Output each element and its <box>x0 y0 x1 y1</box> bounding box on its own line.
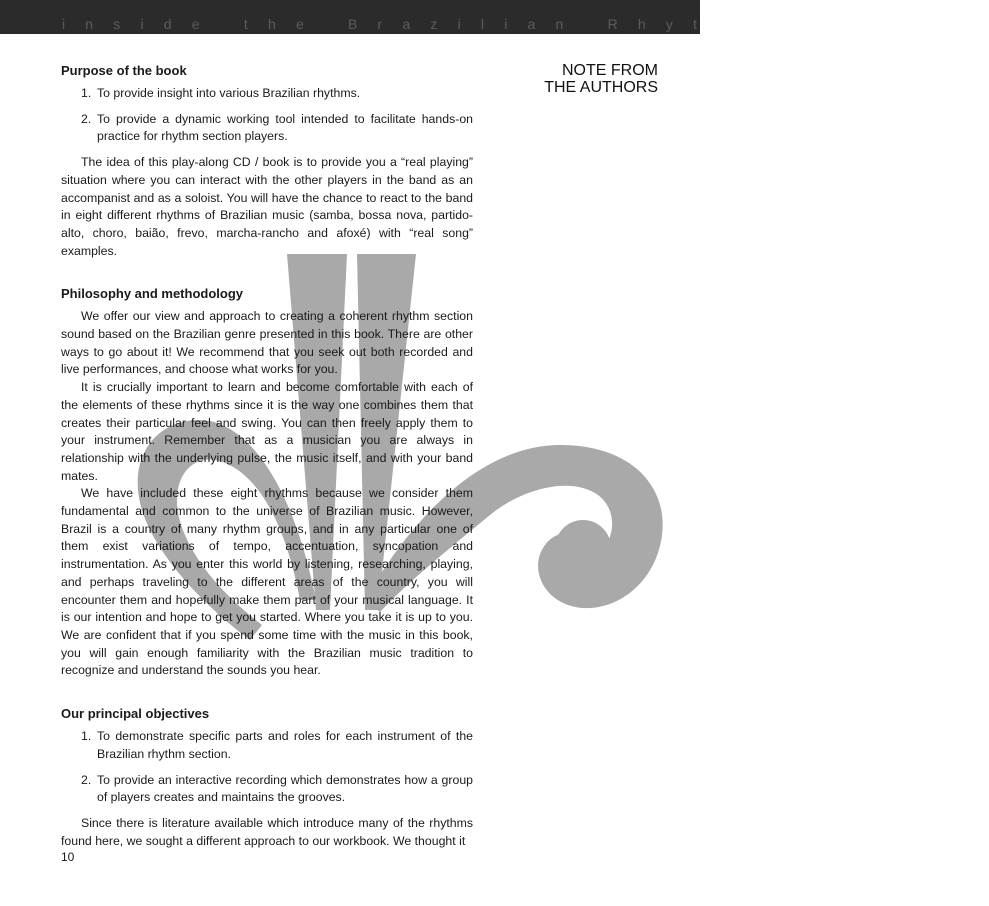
side-note-line-2: THE AUTHORS <box>544 79 658 96</box>
list-item-text: To demonstrate specific parts and roles for each instrument of the Brazilian rhythm section. <box>97 729 473 761</box>
list-item-text: To provide insight into various Brazilian rhythms. <box>97 86 361 100</box>
body-column <box>61 62 473 875</box>
paragraph: It is crucially important to learn and become comfortable with each of the elements of these rhythms since it is the way one combines them that creates their particular feel and swing. You can then freely apply them to your instrument. Remember that as a musician you are always in relationship with the underlying pulse, the music itself, and with your band mates. <box>61 380 473 483</box>
list-item <box>61 772 473 807</box>
list-item-text: To provide an interactive recording which demonstrates how a group of players creates and maintains the grooves. <box>97 772 473 805</box>
section-heading: Philosophy and methodology <box>61 286 243 302</box>
watermark-scroll-dot <box>555 520 611 576</box>
section-purpose <box>61 62 473 260</box>
paragraph: Since there is literature available which introduce many of the rhythms found here, we sought a different approach to our workbook. We thought it <box>61 815 473 848</box>
running-header-title: inside the Brazilian Rhythm Section <box>62 16 989 32</box>
paragraph: We have included these eight rhythms because we consider them fundamental and common to the universe of Brazilian music. However, Brazil is a country of many rhythm groups, and in any particular one of them exist variations of tempo, accentuation, syncopation and instrumentation. As you enter this world by listening, researching, playing, and perhaps traveling to the different areas of the country, you will encounter them and hopefully make them part of your musical language. It is our intention and hope to get you started. Where you take it is up to you. We are confident that if you spend some time with the music in this book, you will gain enough familiarity with the Brazilian music tradition to recognize and understand the sounds you hear. <box>61 486 473 678</box>
list-number: 1. <box>81 729 92 744</box>
side-note-line-1: NOTE FROM <box>562 62 658 79</box>
section-philosophy <box>61 285 473 680</box>
list-item <box>61 85 473 103</box>
list-number: 2. <box>81 111 92 126</box>
section-heading: Our principal objectives <box>61 706 210 722</box>
numbered-list <box>61 85 473 146</box>
list-number: 1. <box>81 86 92 100</box>
list-item-text: To provide a dynamic working tool intended to facilitate hands-on practice for rhythm section players. <box>97 111 473 144</box>
list-item <box>61 728 473 763</box>
side-note-heading <box>544 62 658 96</box>
numbered-list <box>61 728 473 807</box>
list-number: 2. <box>81 772 92 787</box>
page-number: 10 <box>61 850 75 864</box>
section-objectives <box>61 705 473 850</box>
list-item <box>61 111 473 146</box>
paragraph: The idea of this play-along CD / book is to provide you a “real playing” situation where you can interact with the other players in the band as an accompanist and as a soloist. You will have the chance to react to the band in eight different rhythms of Brazilian music (samba, bossa nova, partido-alto, choro, baião, frevo, marcha-rancho and afoxé) with “real song” examples. <box>61 155 473 258</box>
section-heading: Purpose of the book <box>61 63 187 78</box>
paragraph: We offer our view and approach to creating a coherent rhythm section sound based on the Brazilian genre presented in this book. There are other ways to go about it! We recommend that you seek out both recorded and live performances, and choose what works for you. <box>61 309 473 377</box>
